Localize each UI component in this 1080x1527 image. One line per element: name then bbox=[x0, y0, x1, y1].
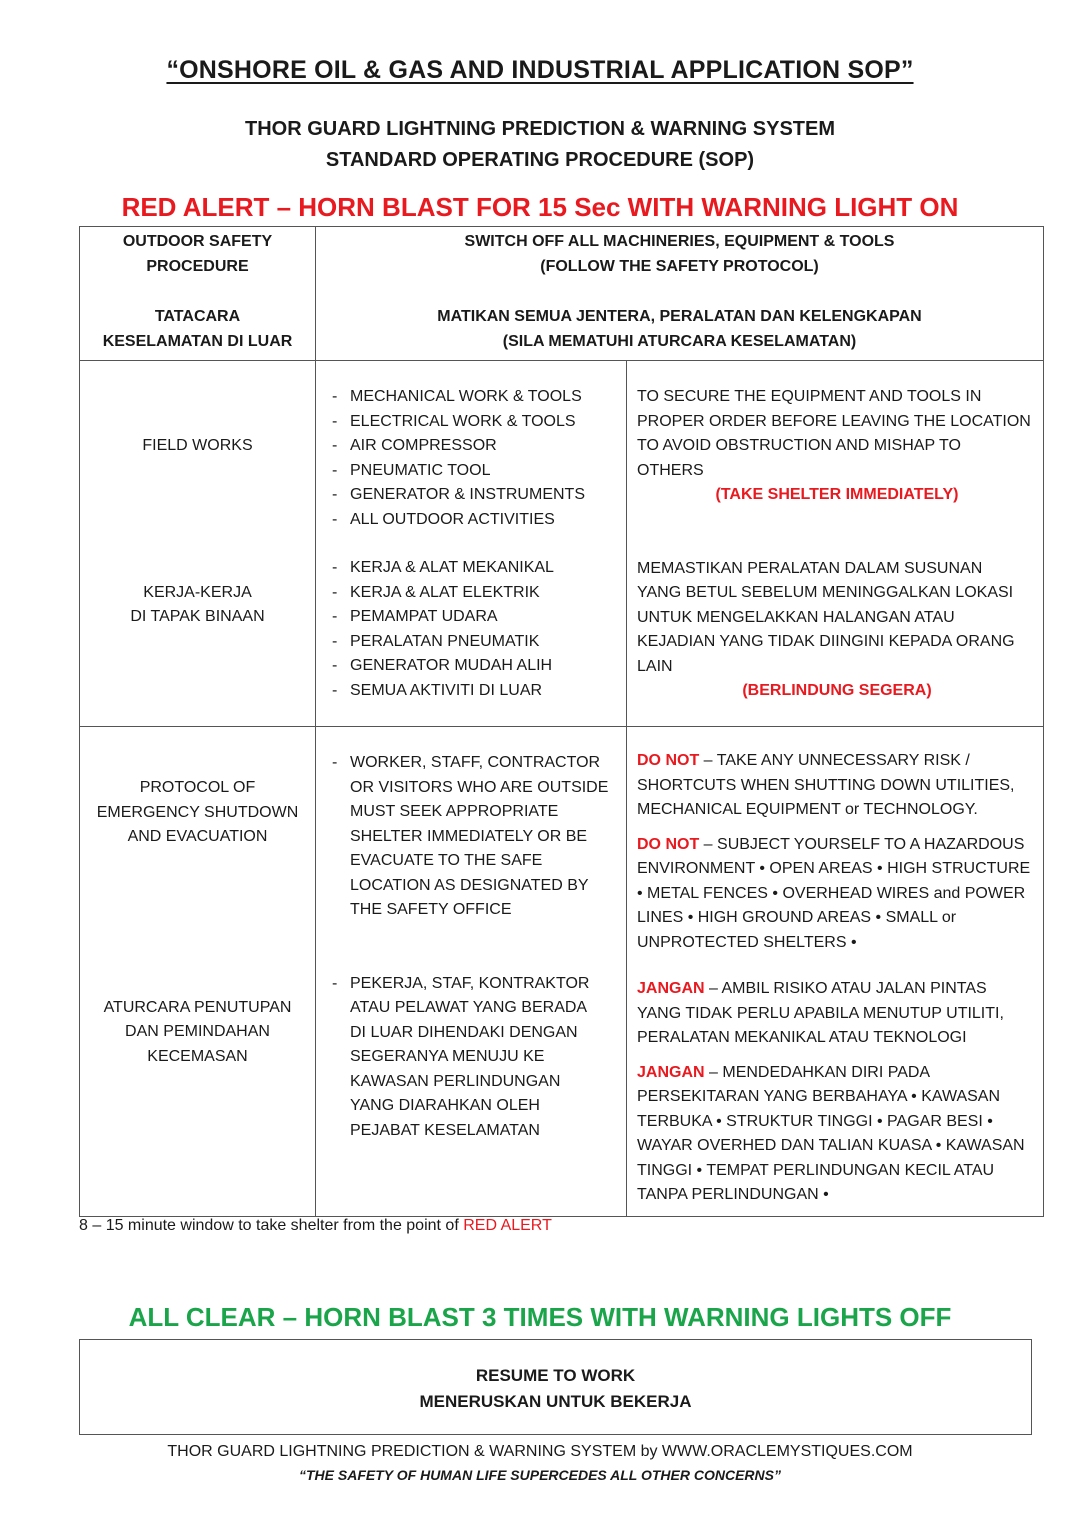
list-item: - MECHANICAL WORK & TOOLS bbox=[330, 385, 616, 410]
field-works-label-en: FIELD WORKS bbox=[142, 437, 253, 454]
subtitle-line-2: STANDARD OPERATING PROCEDURE (SOP) bbox=[325, 149, 755, 171]
evacuation-item-en bbox=[330, 751, 616, 923]
jangan-rule-1: JANGAN – AMBIL RISIKO ATAU JALAN PINTAS YANG TIDAK PERLU APABILA MENUTUP UTILITI, PERALATAN MEKANIKAL ATAU TEKNOLOGI bbox=[637, 980, 1004, 1046]
list-item: - WORKER, STAFF, CONTRACTOR OR VISITORS WHO ARE OUTSIDE MUST SEEK APPROPRIATE SHELTER IMMEDIATELY OR BE EVACUATE TO THE SAFE LOCATION AS DESIGNATED BY THE SAFETY OFFICE bbox=[330, 751, 616, 923]
evacuation-item-ms bbox=[330, 972, 616, 1144]
list-item: - GENERATOR & INSTRUMENTS bbox=[330, 483, 616, 508]
do-not-rule-1: DO NOT – TAKE ANY UNNECESSARY RISK / SHORTCUTS WHEN SHUTTING DOWN UTILITIES, MECHANICAL EQUIPMENT or TECHNOLOGY. bbox=[637, 752, 1015, 818]
list-item: - ALL OUTDOOR ACTIVITIES bbox=[330, 508, 616, 533]
footer-line-2: “THE SAFETY OF HUMAN LIFE SUPERCEDES ALL OTHER CONCERNS” bbox=[299, 1467, 781, 1483]
list-item: - SEMUA AKTIVITI DI LUAR bbox=[330, 679, 616, 704]
list-item: - PERALATAN PNEUMATIK bbox=[330, 630, 616, 655]
header-right-cell: SWITCH OFF ALL MACHINERIES, EQUIPMENT & TOOLS (FOLLOW THE SAFETY PROTOCOL) MATIKAN SEMUA JENTERA, PERALATAN DAN KELENGKAPAN (SILA MEMATUHI ATURCARA KESELAMATAN) bbox=[316, 227, 1044, 361]
list-item: - PNEUMATIC TOOL bbox=[330, 459, 616, 484]
take-shelter-warning: (TAKE SHELTER IMMEDIATELY) bbox=[715, 486, 959, 503]
red-alert-heading: RED ALERT – HORN BLAST FOR 15 Sec WITH WARNING LIGHT ON bbox=[121, 192, 959, 222]
field-works-label-ms-1: KERJA-KERJA bbox=[143, 583, 252, 601]
table-row-evacuation bbox=[80, 727, 1044, 1217]
note-red-alert: RED ALERT bbox=[463, 1217, 552, 1234]
list-item: - PEMAMPAT UDARA bbox=[330, 605, 616, 630]
field-works-label-cell bbox=[80, 361, 316, 727]
shelter-window-note: 8 – 15 minute window to take shelter from the point of RED ALERT bbox=[79, 1217, 552, 1234]
field-works-items-ms bbox=[330, 556, 616, 703]
list-item: - PEKERJA, STAF, KONTRAKTOR ATAU PELAWAT YANG BERADA DI LUAR DIHENDAKI DENGAN SEGERANYA MENUJU KE KAWASAN PERLINDUNGAN YANG DIARAHKAN OLEH PEJABAT KESELAMATAN bbox=[330, 972, 616, 1144]
table-row-field-works bbox=[80, 361, 1044, 727]
document-title: “ONSHORE OIL & GAS AND INDUSTRIAL APPLICATION SOP” bbox=[166, 56, 914, 84]
meneruskan-label: MENERUSKAN UNTUK BEKERJA bbox=[419, 1392, 692, 1411]
resume-work-label: RESUME TO WORK bbox=[475, 1366, 636, 1385]
list-item: - GENERATOR MUDAH ALIH bbox=[330, 654, 616, 679]
field-works-items-cell bbox=[316, 361, 627, 727]
list-item: - ELECTRICAL WORK & TOOLS bbox=[330, 410, 616, 435]
list-item: - KERJA & ALAT ELEKTRIK bbox=[330, 581, 616, 606]
jangan-rule-2: JANGAN – MENDEDAHKAN DIRI PADA PERSEKITARAN YANG BERBAHAYA • KAWASAN TERBUKA • STRUKTUR TINGGI • PAGAR BESI • WAYAR OVERHED DAN TALIAN KUASA • KAWASAN TINGGI • TEMPAT PERLINDUNGAN KECIL ATAU TANPA PERLINDUNGAN • bbox=[637, 1063, 1025, 1203]
footer-line-1: THOR GUARD LIGHTNING PREDICTION & WARNING SYSTEM by WWW.ORACLEMYSTIQUES.COM bbox=[167, 1443, 913, 1460]
do-not-rule-2: DO NOT – SUBJECT YOURSELF TO A HAZARDOUS ENVIRONMENT • OPEN AREAS • HIGH STRUCTURE • METAL FENCES • OVERHEAD WIRES and POWER LINES • HIGH GROUND AREAS • SMALL or UNPROTECTED SHELTERS • bbox=[637, 835, 1031, 951]
field-works-desc-cell: TO SECURE THE EQUIPMENT AND TOOLS IN PROPER ORDER BEFORE LEAVING THE LOCATION TO AVOID OBSTRUCTION AND MISHAP TO OTHERS (TAKE SHELTER IMMEDIATELY) MEMASTIKAN PERALATAN DALAM SUSUNAN YANG BETUL SEBELUM MENINGGALKAN LOKASI UNTUK MENGELAKKAN HALANGAN ATAU KEJADIAN YANG TIDAK DIINGINI KEPADA ORANG LAIN (BERLINDUNG SEGERA) bbox=[627, 361, 1044, 727]
document-subtitle bbox=[0, 114, 1080, 176]
field-works-items-en bbox=[330, 385, 616, 532]
all-clear-box bbox=[79, 1339, 1032, 1435]
list-item: - KERJA & ALAT MEKANIKAL bbox=[330, 556, 616, 581]
evacuation-rules-cell bbox=[627, 727, 1044, 1217]
all-clear-heading: ALL CLEAR – HORN BLAST 3 TIMES WITH WARNING LIGHTS OFF bbox=[128, 1302, 952, 1332]
list-item: - AIR COMPRESSOR bbox=[330, 434, 616, 459]
berlindung-warning: (BERLINDUNG SEGERA) bbox=[742, 682, 932, 699]
evacuation-label-cell: PROTOCOL OF EMERGENCY SHUTDOWN AND EVACUATION ATURCARA PENUTUPAN DAN PEMINDAHAN KECEMASAN bbox=[80, 727, 316, 1217]
subtitle-line-1: THOR GUARD LIGHTNING PREDICTION & WARNING SYSTEM bbox=[245, 118, 835, 140]
field-works-label-ms-2: DI TAPAK BINAAN bbox=[130, 608, 265, 625]
header-left-cell: OUTDOOR SAFETY PROCEDURE TATACARA KESELAMATAN DI LUAR bbox=[80, 227, 316, 361]
sop-table bbox=[79, 226, 1044, 1217]
evacuation-items-cell bbox=[316, 727, 627, 1217]
